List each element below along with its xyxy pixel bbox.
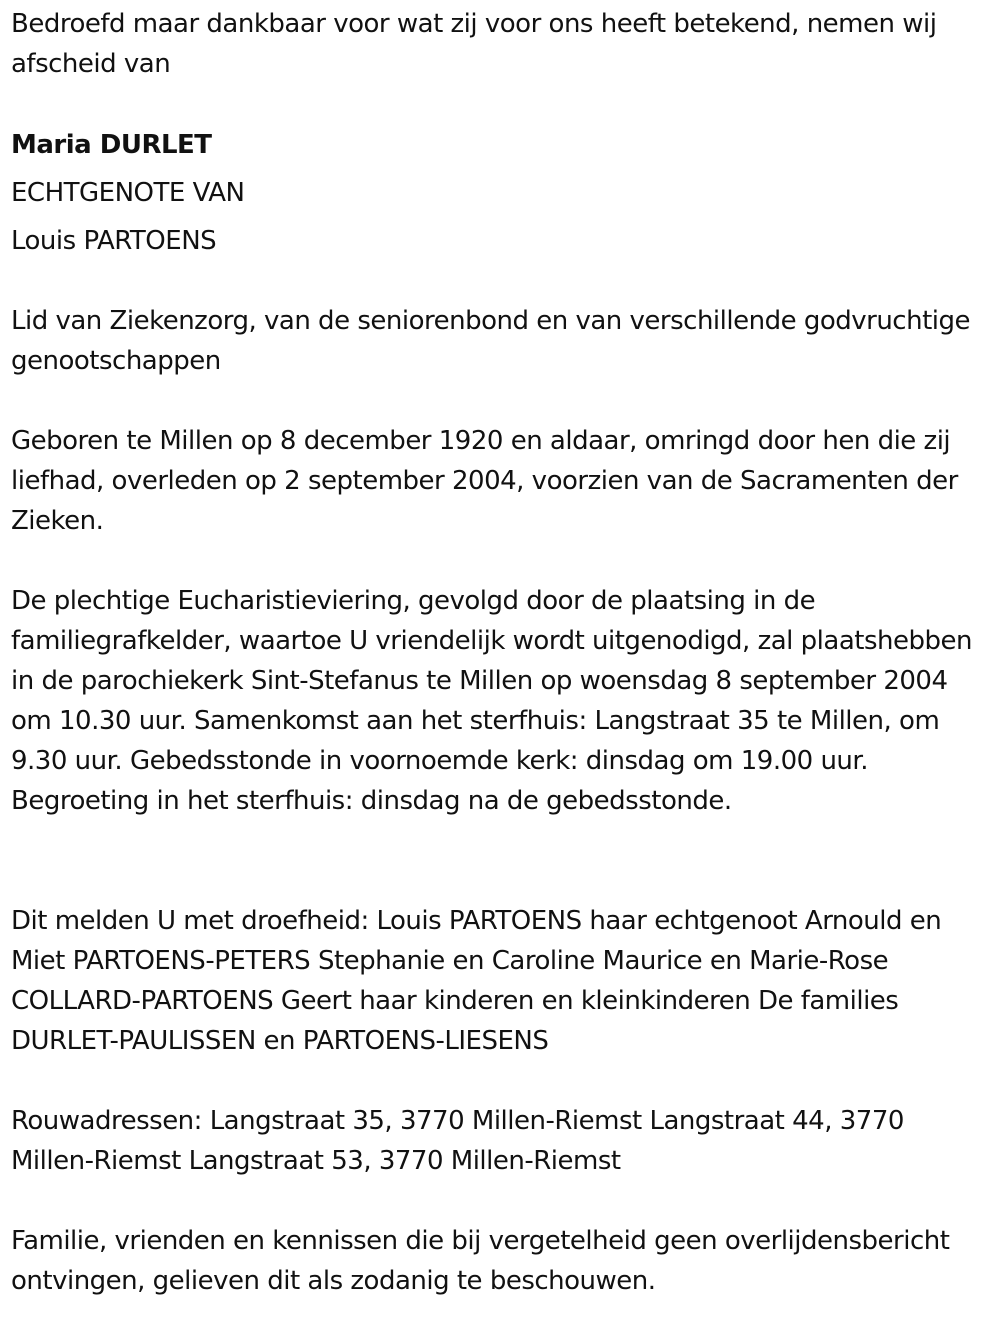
spouse-label: ECHTGENOTE VAN — [11, 178, 245, 208]
family-paragraph: Dit melden U met droefheid: Louis PARTOENS haar echtgenoot Arnould en Miet PARTOENS-PETERS Stephanie en Caroline Maurice en Marie-Rose COLLARD-PARTOENS Geert haar kinderen en kleinkinderen De families DURLET-PAULISSEN en PARTOENS-LIESENS — [11, 906, 942, 1056]
deceased-name: Maria DURLET — [11, 130, 212, 160]
addresses-paragraph: Rouwadressen: Langstraat 35, 3770 Millen-Riemst Langstraat 44, 3770 Millen-Riemst Langstraat 53, 3770 Millen-Riemst — [11, 1106, 904, 1176]
memberships-paragraph: Lid van Ziekenzorg, van de seniorenbond en van verschillende godvruchtige genootschappen — [11, 306, 970, 376]
ceremony-paragraph: De plechtige Eucharistieviering, gevolgd door de plaatsing in de familiegrafkelder, waartoe U vriendelijk wordt uitgenodigd, zal plaatshebben in de parochiekerk Sint-Stefanus te Millen op woensdag 8 september 2004 om 10.30 uur. Samenkomst aan het sterfhuis: Langstraat 35 te Millen, om 9.30 uur. Gebedsstonde in voornoemde kerk: dinsdag om 19.00 uur. Begroeting in het sterfhuis: dinsdag na de gebedsstonde. — [11, 586, 972, 816]
spouse-name: Louis PARTOENS — [11, 226, 217, 256]
intro-paragraph: Bedroefd maar dankbaar voor wat zij voor ons heeft betekend, nemen wij afscheid van — [11, 9, 937, 79]
birth-death-paragraph: Geboren te Millen op 8 december 1920 en aldaar, omringd door hen die zij liefhad, overleden op 2 september 2004, voorzien van de Sacramenten der Zieken. — [11, 426, 958, 536]
closing-paragraph: Familie, vrienden en kennissen die bij vergetelheid geen overlijdensbericht ontvingen, gelieven dit als zodanig te beschouwen. — [11, 1226, 950, 1296]
